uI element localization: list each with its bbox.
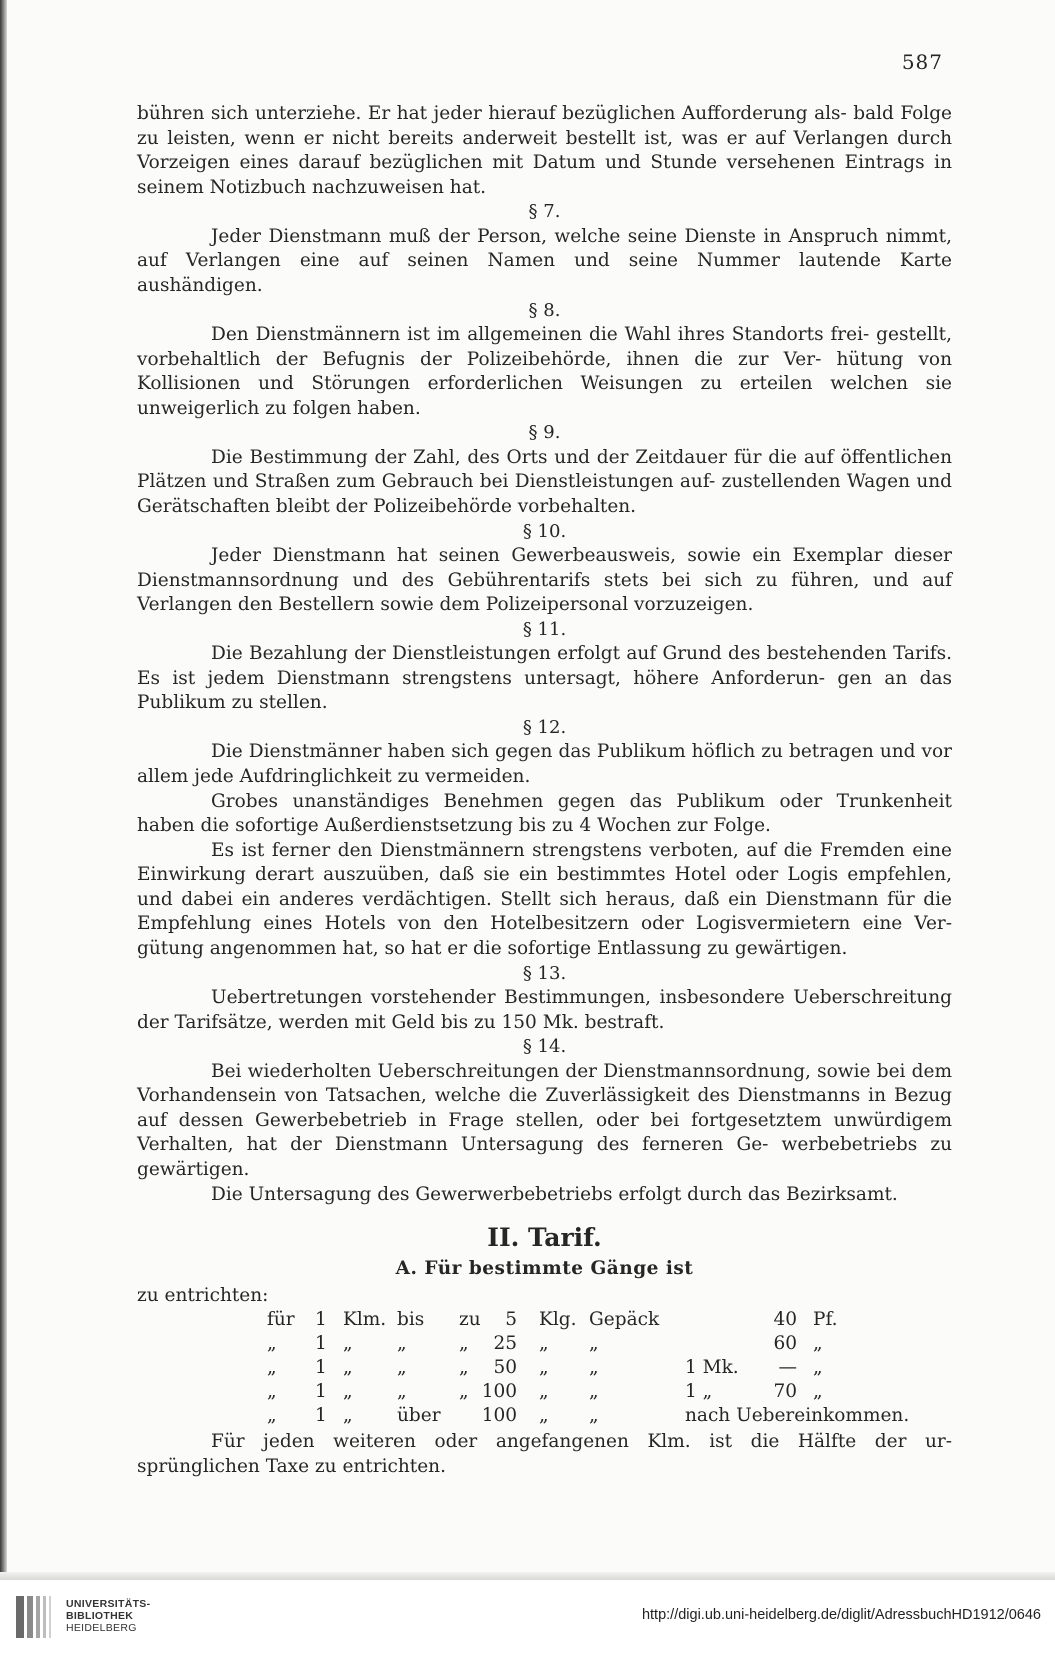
tarif-cell: „	[343, 1381, 353, 1403]
tarif-cell: 5	[505, 1309, 517, 1331]
institution-line-2: BIBLIOTHEK	[66, 1610, 134, 1622]
tarif-row	[137, 1332, 952, 1356]
scan-bottom-edge	[0, 1572, 1055, 1580]
tarif-cell: 1	[315, 1333, 327, 1355]
tarif-cell: „	[589, 1357, 599, 1379]
tarif-cell: „	[589, 1381, 599, 1403]
tarif-row	[137, 1356, 952, 1380]
paragraph: Uebertretungen vorstehender Bestimmungen, insbesondere Ueberschreitung der Tarifsätze, werden mit Geld bis zu 150 Mk. bestraft.	[137, 987, 952, 1033]
tarif-cell: 70	[773, 1381, 797, 1403]
tarif-cell: „	[539, 1405, 549, 1427]
tarif-cell: 1 Mk.	[685, 1357, 739, 1379]
paragraph: Bei wiederholten Ueberschreitungen der Dienstmannsordnung, sowie bei dem Vorhandensein von Tatsachen, welche die Zuverlässigkeit des Dienstmanns in Bezug auf dessen Gewerbebetrieb in Frage stellen, oder bei fortgesetztem unwürdigem Verhalten, hat der Dienstmann Untersagung des ferneren Ge- werbebetriebs zu gewärtigen.	[137, 1060, 952, 1181]
tarif-cell: Pf.	[813, 1309, 838, 1331]
tarif-cell: „	[459, 1333, 469, 1355]
page-body	[137, 102, 952, 1480]
tarif-cell: 1	[315, 1381, 327, 1403]
tarif-cell: „	[539, 1381, 549, 1403]
tarif-cell: „	[267, 1381, 277, 1403]
tarif-subheading: A. Für bestimmte Gänge ist	[395, 1258, 694, 1280]
tarif-cell: „	[267, 1333, 277, 1355]
tarif-cell: für	[267, 1309, 295, 1331]
tarif-cell: 1	[315, 1357, 327, 1379]
tarif-cell: „	[589, 1333, 599, 1355]
tarif-cell: „	[397, 1381, 407, 1403]
institution-line-1: UNIVERSITÄTS-	[66, 1598, 151, 1610]
tarif-cell: 1	[315, 1309, 327, 1331]
tarif-cell: „	[267, 1405, 277, 1427]
paragraph: Die Untersagung des Gewerwerbebetriebs erfolgt durch das Bezirksamt.	[211, 1183, 898, 1205]
page-number: 587	[901, 50, 943, 74]
tarif-cell: 100	[481, 1405, 517, 1427]
tarif-cell: zu	[459, 1309, 481, 1331]
tarif-cell: Gepäck	[589, 1309, 660, 1331]
section-heading: § 10.	[522, 520, 567, 542]
tarif-cell: 40	[773, 1309, 797, 1331]
paragraph: Es ist ferner den Dienstmännern strengstens verboten, auf die Fremden eine Einwirkung derart auszuüben, daß sie ein bestimmtes Hotel oder Logis empfehlen, und dabei ein anderes verdächtigen. Stellt sich heraus, daß ein Dienstmann für die Empfehlung eines Hotels von den Hotelbesitzern oder Logisvermietern eine Ver- gütung angenommen hat, so hat er die sofortige Entlassung zu gewärtigen.	[137, 839, 952, 960]
tarif-row	[137, 1380, 952, 1404]
tarif-cell: 1	[315, 1405, 327, 1427]
institution-name	[66, 1598, 150, 1634]
paragraph: Die Bestimmung der Zahl, des Orts und der Zeitdauer für die auf öffentlichen Plätzen und Straßen zum Gebrauch bei Dienstleistungen auf- zustellenden Wagen und Gerätschaften bleibt der Polizeibehörde vorbehalten.	[137, 446, 952, 517]
tarif-intro: zu entrichten:	[137, 1284, 269, 1306]
section-heading: § 8.	[528, 299, 561, 321]
tarif-cell: bis	[397, 1309, 425, 1331]
tarif-cell: 60	[773, 1333, 797, 1355]
tarif-cell: Klm.	[343, 1309, 387, 1331]
paragraph: Den Dienstmännern ist im allgemeinen die Wahl ihres Standorts frei- gestellt, vorbehaltlich der Befugnis der Polizeibehörde, ihnen die zur Ver- hütung von Kollisionen und Störungen erforderlichen Weisungen zu erteilen welchen sie unweigerlich zu folgen haben.	[137, 323, 952, 419]
tarif-cell: „	[343, 1333, 353, 1355]
source-url-link[interactable]: http://digi.ub.uni-heidelberg.de/diglit/AdressbuchHD1912/0646	[641, 1607, 1041, 1623]
university-library-logo-icon	[14, 1594, 60, 1640]
tarif-cell: „	[343, 1357, 353, 1379]
tarif-cell: 25	[493, 1333, 517, 1355]
section-heading: § 7.	[528, 201, 561, 223]
tarif-closing: Für jeden weiteren oder angefangenen Klm. ist die Hälfte der ur- sprünglichen Taxe zu entrichten.	[137, 1431, 952, 1477]
tarif-cell: „	[813, 1333, 823, 1355]
tarif-cell: „	[343, 1405, 353, 1427]
tarif-cell: 50	[493, 1357, 517, 1379]
tarif-cell: „	[539, 1333, 549, 1355]
tarif-cell: „	[813, 1357, 823, 1379]
tarif-cell: Klg.	[539, 1309, 577, 1331]
tarif-table	[137, 1308, 952, 1430]
tarif-cell: „	[813, 1381, 823, 1403]
institution-line-3: HEIDELBERG	[66, 1622, 137, 1634]
section-heading: § 14.	[522, 1036, 567, 1058]
tarif-heading: II. Tarif.	[487, 1223, 602, 1253]
section-heading: § 13.	[522, 962, 567, 984]
tarif-cell: über	[397, 1405, 441, 1427]
paragraph: Grobes unanständiges Benehmen gegen das Publikum oder Trunkenheit haben die sofortige Außerdienstsetzung bis zu 4 Wochen zur Folge.	[137, 790, 952, 837]
section-heading: § 12.	[522, 716, 567, 738]
tarif-cell: —	[778, 1357, 797, 1379]
tarif-cell: „	[539, 1357, 549, 1379]
paragraph: Die Dienstmänner haben sich gegen das Publikum höflich zu betragen und vor allem jede Aufdringlichkeit zu vermeiden.	[137, 741, 952, 787]
footer-bar	[0, 1580, 1055, 1658]
tarif-row	[137, 1308, 952, 1332]
tarif-cell: „	[267, 1357, 277, 1379]
scan-edge-shadow	[0, 0, 7, 1580]
tarif-cell: „	[397, 1333, 407, 1355]
body-flow	[137, 102, 952, 1207]
tarif-row	[137, 1404, 952, 1428]
section-heading: § 9.	[528, 422, 561, 444]
tarif-cell: „	[589, 1405, 599, 1427]
tarif-cell: „	[397, 1357, 407, 1379]
tarif-cell: „	[459, 1357, 469, 1379]
tarif-cell: nach Uebereinkommen.	[685, 1405, 910, 1427]
tarif-cell: 100	[481, 1381, 517, 1403]
paragraph: Jeder Dienstmann muß der Person, welche seine Dienste in Anspruch nimmt, auf Verlangen eine auf seinen Namen und seine Nummer lautende Karte aushändigen.	[137, 225, 952, 296]
paragraph: Die Bezahlung der Dienstleistungen erfolgt auf Grund des bestehenden Tarifs. Es ist jedem Dienstmann strengstens untersagt, höhere Anforderun- gen an das Publikum zu stellen.	[137, 643, 952, 714]
paragraph: bühren sich unterziehe. Er hat jeder hierauf bezüglichen Aufforderung als- bald Folge zu leisten, wenn er nicht bereits anderweit bestellt ist, was er auf Verlangen durch Vorzeigen eines darauf bezüglichen mit Datum und Stunde versehenen Eintrags in seinem Notizbuch nachzuweisen hat.	[137, 103, 952, 198]
paragraph: Jeder Dienstmann hat seinen Gewerbeausweis, sowie ein Exemplar dieser Dienstmannsordnung und des Gebührentarifs stets bei sich zu führen, und auf Verlangen den Bestellern sowie dem Polizeipersonal vorzuzeigen.	[137, 544, 952, 616]
tarif-cell: 1 „	[685, 1381, 713, 1403]
tarif-cell: „	[459, 1381, 469, 1403]
section-heading: § 11.	[522, 618, 567, 640]
